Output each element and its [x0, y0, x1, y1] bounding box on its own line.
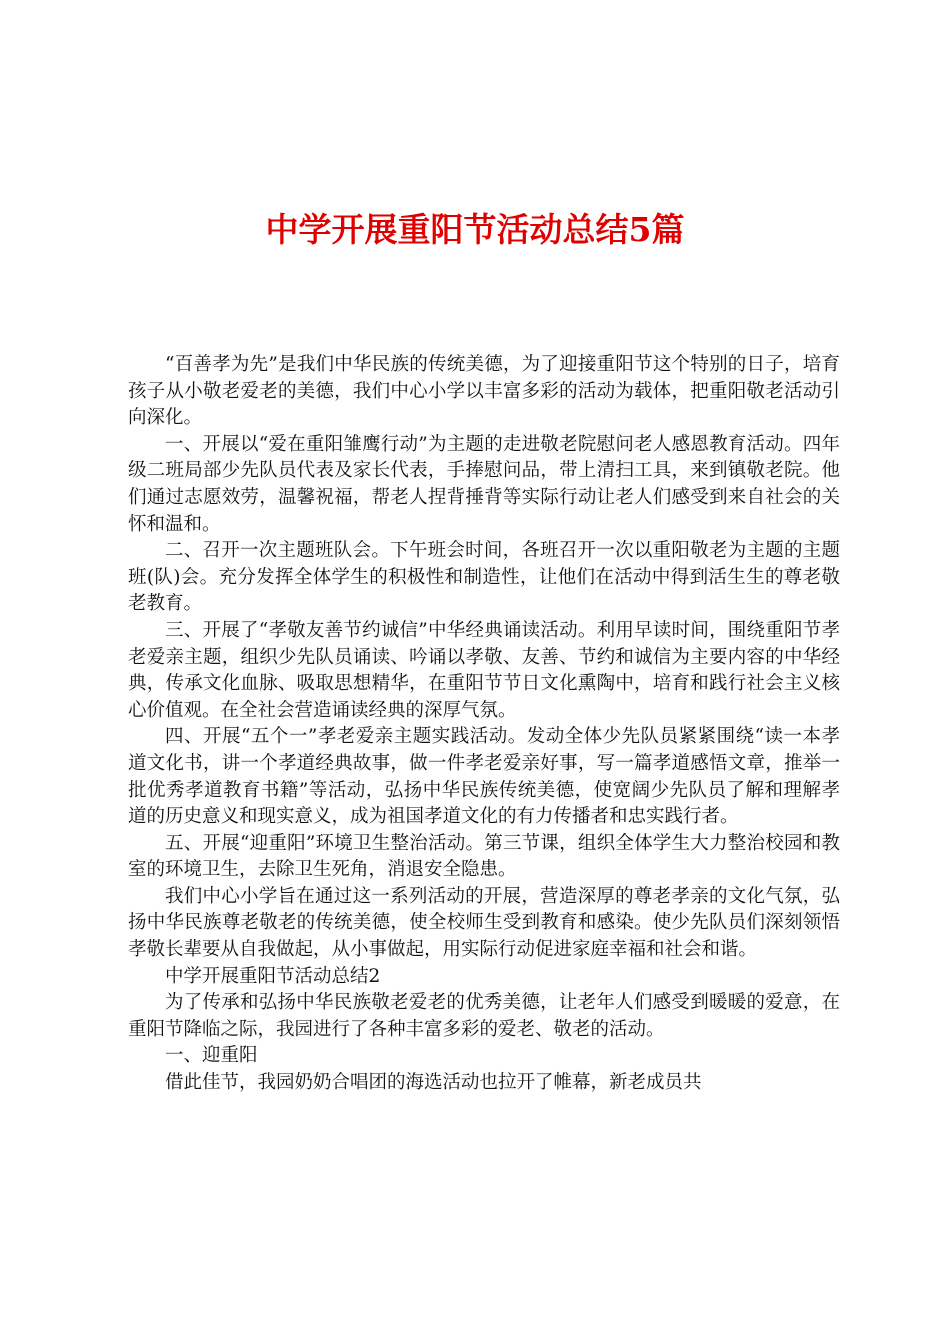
- section-3-paragraph: 三、开展了“孝敬友善节约诚信”中华经典诵读活动。利用早读时间，围绕重阳节孝老爱亲主题，组织少先队员诵读、吟诵以孝敬、友善、节约和诚信为主要内容的中华经典，传承文化血脉、吸取思想精华，在重阳节节日文化熏陶中，培育和践行社会主义核心价值观。在全社会营造诵读经典的深厚气氛。: [128, 619, 840, 721]
- intro-paragraph: “百善孝为先”是我们中华民族的传统美德，为了迎接重阳节这个特别的日子，培育孩子从小敬老爱老的美德，我们中心小学以丰富多彩的活动为载体，把重阳敬老活动引向深化。: [128, 354, 840, 429]
- conclusion-paragraph: 我们中心小学旨在通过这一系列活动的开展，营造深厚的尊老孝亲的文化气氛，弘扬中华民族尊老敬老的传统美德，使全校师生受到教育和感染。使少先队员们深刻领悟孝敬长辈要从自我做起，从小事做起，用实际行动促进家庭幸福和社会和谐。: [128, 885, 840, 961]
- summary-2-section-heading: 一、迎重阳: [165, 1045, 258, 1067]
- subheading-summary-2: 中学开展重阳节活动总结2: [165, 965, 381, 987]
- section-2-paragraph: 二、召开一次主题班队会。下午班会时间，各班召开一次以重阳敬老为主题的主题班(队)会。充分发挥全体学生的积极性和制造性，让他们在活动中得到活生生的尊老敬老教育。: [128, 540, 840, 615]
- section-1-paragraph: 一、开展以“爱在重阳雏鹰行动”为主题的走进敬老院慰问老人感恩教育活动。四年级二班局部少先队员代表及家长代表，手捧慰问品，带上清扫工具，来到镇敬老院。他们通过志愿效劳，温馨祝福，帮老人捏背捶背等实际行动让老人们感受到来自社会的关怀和温和。: [128, 433, 840, 535]
- summary-2-intro-paragraph: 为了传承和弘扬中华民族敬老爱老的优秀美德，让老年人们感受到暖暖的爱意，在重阳节降临之际，我园进行了各种丰富多彩的爱老、敬老的活动。: [128, 992, 840, 1040]
- document-body: [128, 352, 840, 1097]
- summary-2-section-paragraph: 借此佳节，我园奶奶合唱团的海选活动也拉开了帷幕，新老成员共: [165, 1072, 702, 1094]
- section-5-paragraph: 五、开展“迎重阳”环境卫生整治活动。第三节课，组织全体学生大力整治校园和教室的环境卫生，去除卫生死角，消退安全隐患。: [128, 832, 840, 881]
- section-4-paragraph: 四、开展“五个一”孝老爱亲主题实践活动。发动全体少先队员紧紧围绕“读一本孝道文化书，讲一个孝道经典故事，做一件孝老爱亲好事，写一篇孝道感悟文章，推举一批优秀孝道教育书籍”等活动，弘扬中华民族传统美德，使宽阔少先队员了解和理解孝道的历史意义和现实意义，成为祖国孝道文化的有力传播者和忠实践行者。: [128, 726, 840, 828]
- document-title: 中学开展重阳节活动总结5篇: [265, 210, 685, 249]
